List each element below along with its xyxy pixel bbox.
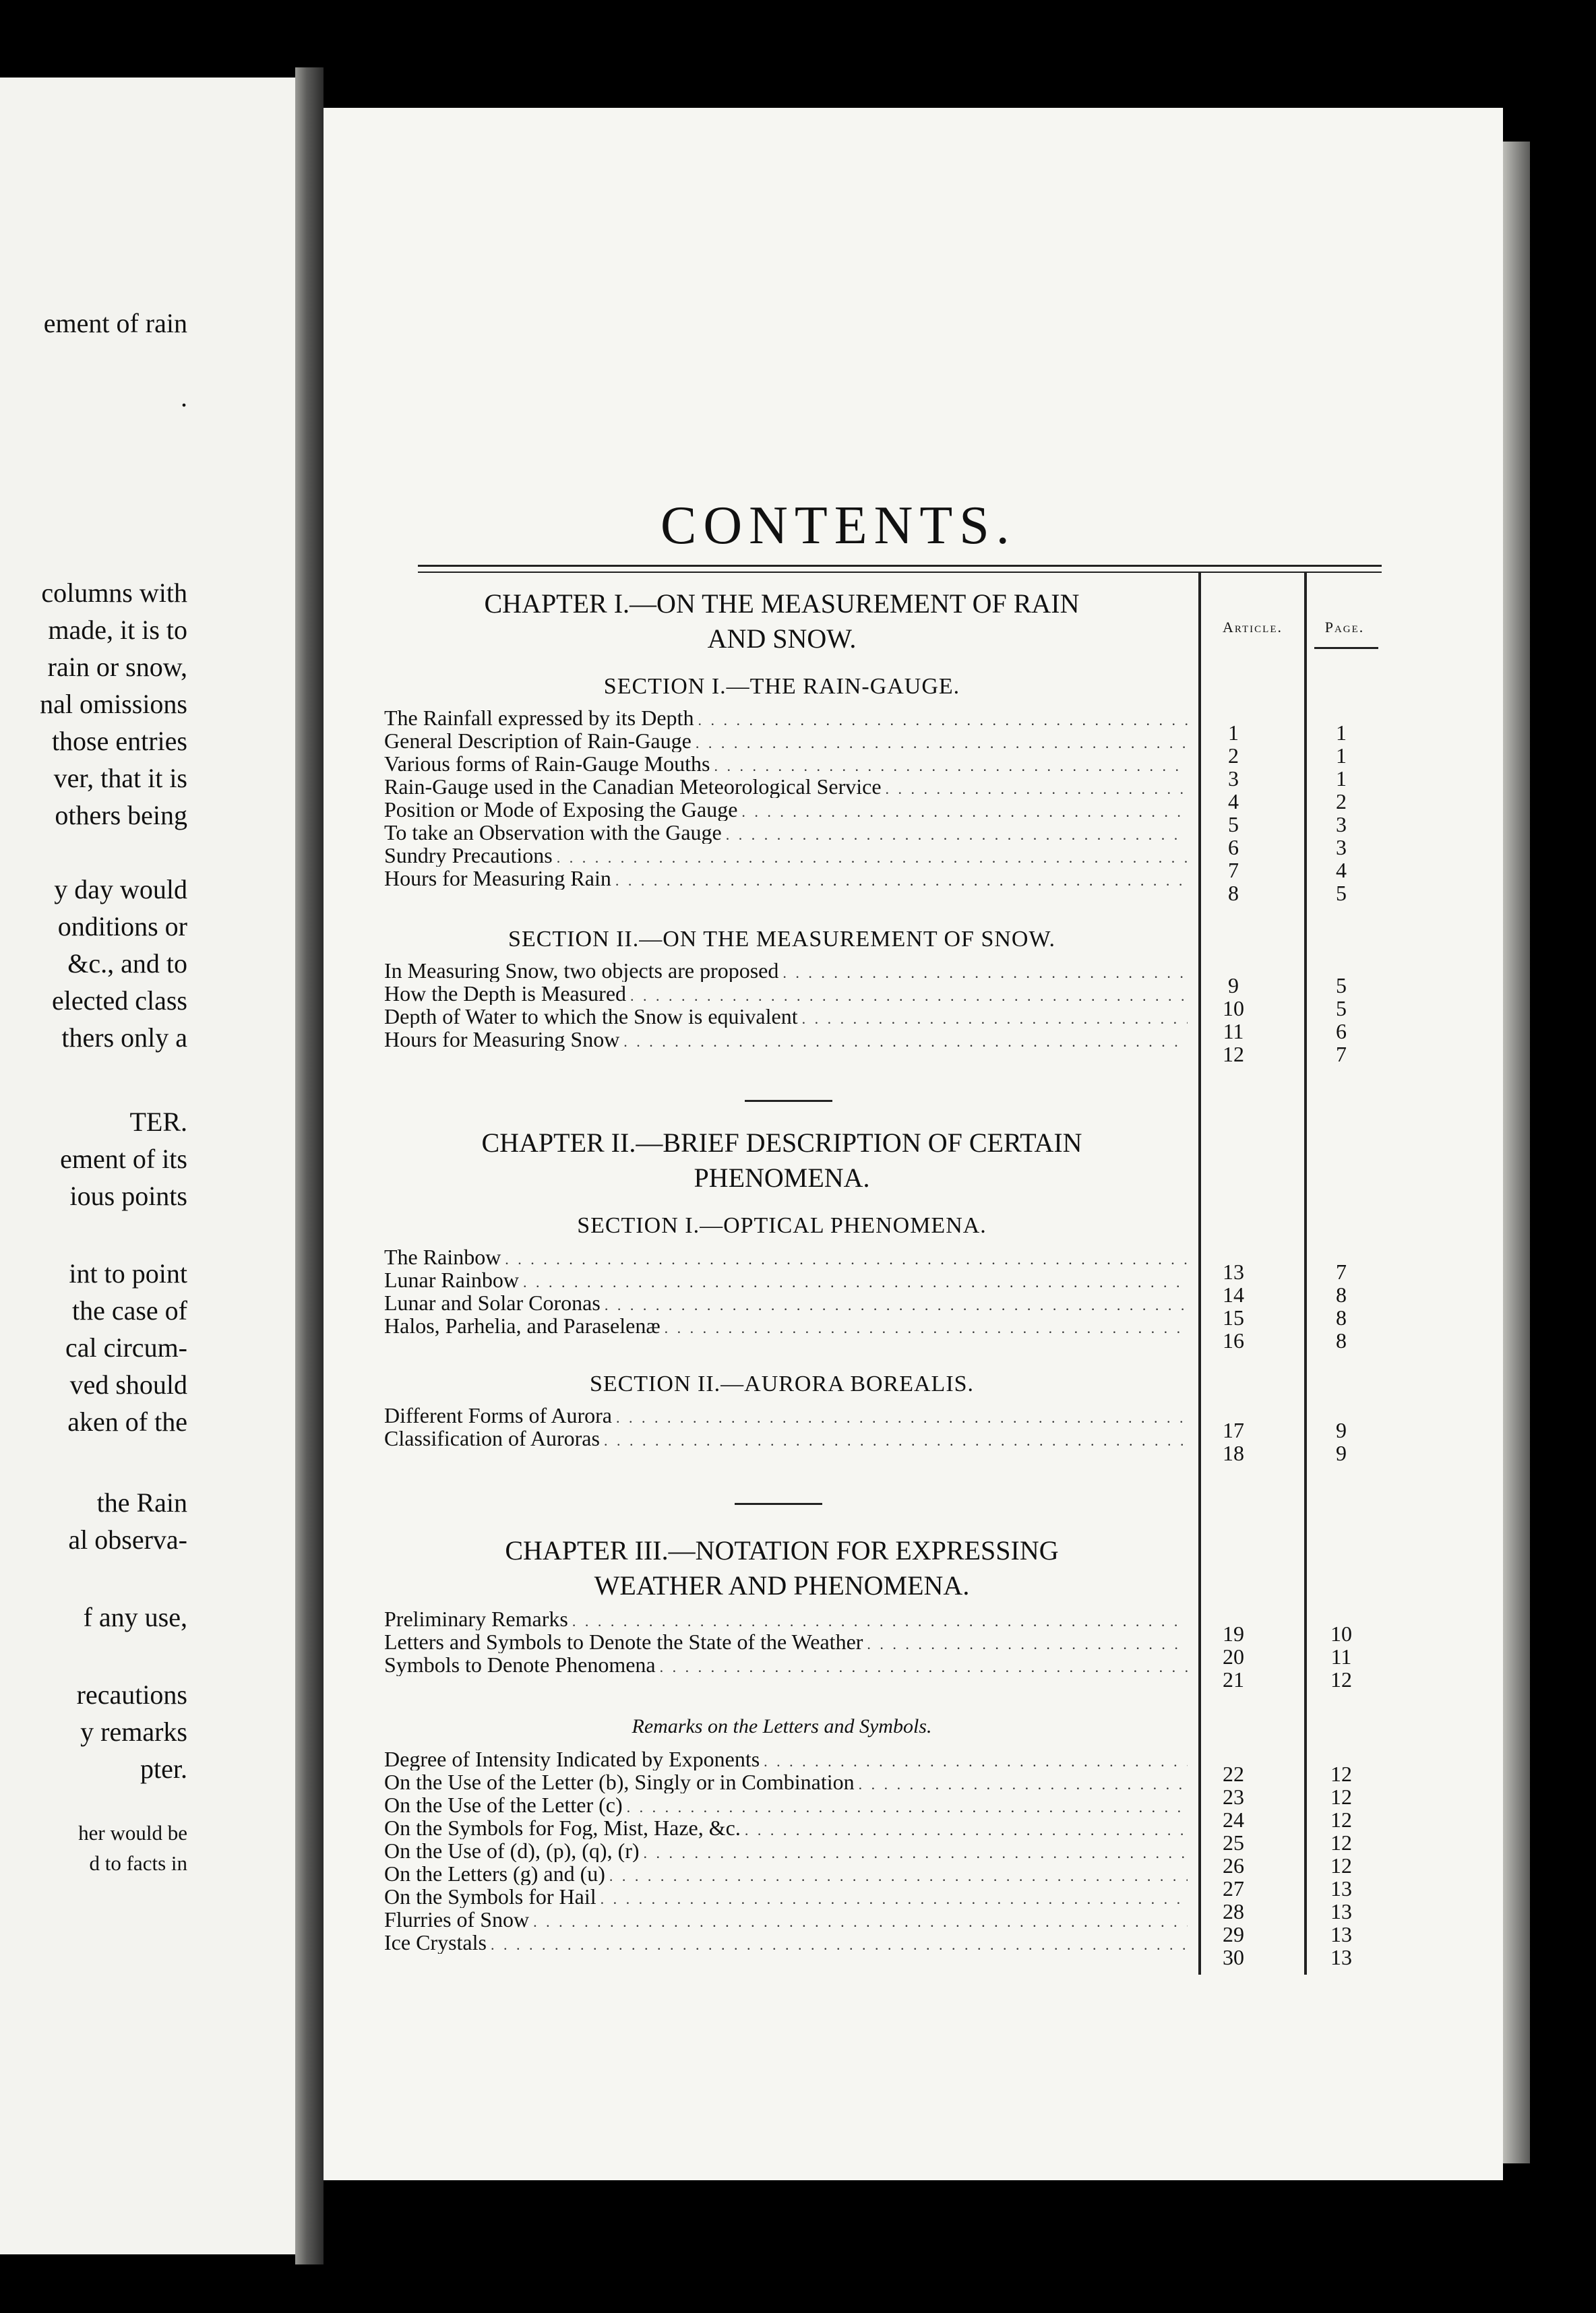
- page-number: 12: [1330, 1808, 1352, 1832]
- left-page-text-line: the case of: [71, 1295, 187, 1326]
- toc-entry-title: Preliminary Remarks: [384, 1607, 568, 1630]
- toc-entry: [384, 982, 1192, 1005]
- page-number: 1: [1336, 766, 1347, 791]
- dot-leader: [764, 1753, 1188, 1770]
- toc-entry: [384, 1931, 1192, 1954]
- chapter-heading: PHENOMENA.: [694, 1163, 870, 1193]
- left-page-text-line: &c., and to: [67, 948, 187, 979]
- article-number: 19: [1223, 1622, 1244, 1646]
- left-page-text-line: f any use,: [83, 1602, 187, 1632]
- toc-entry: [384, 1748, 1192, 1770]
- page-number: 13: [1330, 1876, 1352, 1901]
- toc-entry-title: Letters and Symbols to Denote the State of the Weather: [384, 1630, 863, 1653]
- page-number: 10: [1330, 1622, 1352, 1646]
- page-number: 12: [1330, 1667, 1352, 1692]
- section-heading: SECTION I.—THE RAIN-GAUGE.: [603, 674, 960, 699]
- section-heading: SECTION II.—ON THE MEASUREMENT OF SNOW.: [508, 927, 1055, 952]
- toc-entry: [384, 1839, 1192, 1862]
- left-page-text-line: those entries: [51, 726, 187, 756]
- page-number: 4: [1336, 858, 1347, 882]
- page-number: 8: [1336, 1283, 1347, 1307]
- toc-entry-title: Symbols to Denote Phenomena: [384, 1653, 656, 1676]
- page-number: 12: [1330, 1830, 1352, 1855]
- toc-entry-title: On the Use of the Letter (b), Singly or in Combination: [384, 1770, 855, 1793]
- left-page-text-line: columns with: [41, 578, 187, 608]
- left-page-text-line: y day would: [54, 874, 187, 904]
- page-title: CONTENTS.: [661, 496, 1016, 555]
- page-number: 1: [1336, 743, 1347, 768]
- page-number: 3: [1336, 812, 1347, 836]
- toc-entry-title: The Rainbow: [384, 1245, 501, 1268]
- dot-leader: [523, 1274, 1188, 1291]
- left-page-text-line: cal circum-: [65, 1332, 187, 1363]
- page-column-header: Page.: [1324, 619, 1365, 636]
- page-number: 13: [1330, 1899, 1352, 1923]
- left-page-text-line: others being: [55, 800, 187, 830]
- toc-entry: [384, 775, 1192, 798]
- dot-leader: [698, 712, 1188, 729]
- article-column-header: Article.: [1223, 619, 1283, 636]
- toc-entry-title: How the Depth is Measured: [384, 982, 627, 1005]
- article-number: 6: [1228, 835, 1239, 859]
- article-number: 12: [1223, 1042, 1244, 1066]
- dot-leader: [505, 1251, 1188, 1268]
- left-page-text-line: int to point: [69, 1258, 187, 1289]
- toc-entry: [384, 1793, 1192, 1816]
- section-heading: SECTION II.—AURORA BOREALIS.: [589, 1371, 975, 1396]
- dot-leader: [615, 872, 1188, 890]
- page-number: 5: [1336, 881, 1347, 905]
- page-column-rule: [1304, 573, 1307, 1975]
- page-header-underline: [1314, 647, 1378, 649]
- dot-leader: [616, 1409, 1188, 1427]
- article-number: 25: [1223, 1830, 1244, 1855]
- toc-entry: [384, 844, 1192, 867]
- left-page-footnote-line: her would be: [78, 1821, 187, 1845]
- left-page-text-line: thers only a: [61, 1022, 187, 1053]
- dot-leader: [630, 987, 1188, 1005]
- toc-entry: [384, 729, 1192, 752]
- page-number: 8: [1336, 1305, 1347, 1330]
- toc-entry: [384, 1630, 1192, 1653]
- chapter-heading: WEATHER AND PHENOMENA.: [594, 1570, 970, 1601]
- dot-leader: [601, 1890, 1188, 1908]
- toc-entry-title: Rain-Gauge used in the Canadian Meteorological Service: [384, 775, 882, 798]
- article-number: 7: [1228, 858, 1239, 882]
- page-number: 2: [1336, 789, 1347, 813]
- toc-entry: [384, 798, 1192, 821]
- dot-leader: [867, 1636, 1188, 1653]
- toc-entry: [384, 1607, 1192, 1630]
- article-number: 8: [1228, 881, 1239, 905]
- section-heading: SECTION I.—OPTICAL PHENOMENA.: [577, 1213, 987, 1238]
- dot-leader: [886, 780, 1188, 798]
- article-number: 13: [1223, 1260, 1244, 1284]
- toc-entry-title: On the Symbols for Hail: [384, 1885, 596, 1908]
- page-number: 8: [1336, 1328, 1347, 1353]
- dot-leader: [714, 758, 1188, 775]
- toc-entry: [384, 1005, 1192, 1028]
- article-number: 10: [1223, 996, 1244, 1020]
- page-number: 5: [1336, 996, 1347, 1020]
- toc-entry-title: To take an Observation with the Gauge: [384, 821, 722, 844]
- toc-entry: [384, 959, 1192, 982]
- toc-entry: [384, 1770, 1192, 1793]
- dot-leader: [627, 1799, 1188, 1816]
- left-page-text-line: al observa-: [68, 1524, 187, 1555]
- article-number: 14: [1223, 1283, 1244, 1307]
- left-page-text-line: elected class: [52, 985, 187, 1016]
- article-number: 15: [1223, 1305, 1244, 1330]
- title-rule-top: [418, 565, 1382, 567]
- toc-entry: [384, 706, 1192, 729]
- page-number: 11: [1330, 1644, 1352, 1669]
- toc-entry-title: Classification of Auroras: [384, 1427, 600, 1450]
- page-number: 6: [1336, 1019, 1347, 1043]
- left-page-text-line: ement of rain: [43, 308, 187, 338]
- page-number: 9: [1336, 1441, 1347, 1465]
- article-number: 11: [1223, 1019, 1244, 1043]
- toc-entry-title: Degree of Intensity Indicated by Exponents: [384, 1748, 760, 1770]
- article-number: 24: [1223, 1808, 1244, 1832]
- left-page-footnote-line: d to facts in: [89, 1851, 187, 1875]
- toc-entry-title: Lunar and Solar Coronas: [384, 1291, 601, 1314]
- page-number: 1: [1336, 720, 1347, 745]
- page-number: 12: [1330, 1853, 1352, 1878]
- article-column-rule: [1198, 573, 1201, 1975]
- toc-entry: [384, 752, 1192, 775]
- toc-entry-title: On the Use of the Letter (c): [384, 1793, 623, 1816]
- toc-entry-title: Halos, Parhelia, and Paraselenæ: [384, 1314, 661, 1337]
- article-number: 5: [1228, 812, 1239, 836]
- left-page-text-line: ved should: [69, 1369, 187, 1400]
- dot-leader: [623, 1033, 1188, 1051]
- page-number: 9: [1336, 1418, 1347, 1442]
- left-page-text-line: onditions or: [57, 911, 187, 942]
- toc-entry-title: On the Use of (d), (p), (q), (r): [384, 1839, 640, 1862]
- page-number: 7: [1336, 1260, 1347, 1284]
- dot-leader: [726, 826, 1188, 844]
- chapter-heading: CHAPTER I.—ON THE MEASUREMENT OF RAIN: [484, 588, 1080, 619]
- article-number: 1: [1228, 720, 1239, 745]
- toc-entry-title: Hours for Measuring Snow: [384, 1028, 620, 1051]
- toc-entry-title: Sundry Precautions: [384, 844, 553, 867]
- left-page-text-line: TER.: [129, 1107, 187, 1137]
- dot-leader: [665, 1320, 1188, 1337]
- article-number: 3: [1228, 766, 1239, 791]
- chapter-heading: CHAPTER II.—BRIEF DESCRIPTION OF CERTAIN: [481, 1128, 1082, 1158]
- toc-entry: [384, 1885, 1192, 1908]
- toc-entry: [384, 1427, 1192, 1450]
- page-number: 7: [1336, 1042, 1347, 1066]
- toc-entry: [384, 821, 1192, 844]
- dot-leader: [859, 1776, 1188, 1793]
- page-number: 5: [1336, 973, 1347, 997]
- toc-entry-title: Various forms of Rain-Gauge Mouths: [384, 752, 710, 775]
- article-number: 22: [1223, 1762, 1244, 1786]
- toc-entry-title: Flurries of Snow: [384, 1908, 530, 1931]
- toc-entry-title: General Description of Rain-Gauge: [384, 729, 692, 752]
- toc-entry-title: Hours for Measuring Rain: [384, 867, 611, 890]
- left-page-text-line: nal omissions: [40, 689, 187, 719]
- left-page-text-line: made, it is to: [48, 615, 187, 645]
- toc-entry-title: On the Symbols for Fog, Mist, Haze, &c.: [384, 1816, 741, 1839]
- subsection-heading: Remarks on the Letters and Symbols.: [632, 1715, 932, 1737]
- page-number: 13: [1330, 1922, 1352, 1946]
- toc-entry: [384, 1028, 1192, 1051]
- left-facing-page: [0, 78, 295, 2254]
- left-page-text-line: rain or snow,: [47, 652, 187, 682]
- article-number: 28: [1223, 1899, 1244, 1923]
- toc-entry-title: Ice Crystals: [384, 1931, 487, 1954]
- dot-leader: [609, 1868, 1188, 1885]
- chapter-heading: CHAPTER III.—NOTATION FOR EXPRESSING: [505, 1535, 1059, 1566]
- toc-entry: [384, 1816, 1192, 1839]
- toc-entry: [384, 1404, 1192, 1427]
- page-edge-shadow: [1503, 142, 1530, 2163]
- left-page-text-line: ver, that it is: [53, 763, 187, 793]
- article-number: 9: [1228, 973, 1239, 997]
- toc-entry: [384, 1653, 1192, 1676]
- toc-entry: [384, 1268, 1192, 1291]
- toc-entry: [384, 1908, 1192, 1931]
- left-page-text-line: pter.: [140, 1754, 187, 1784]
- dot-leader: [644, 1845, 1188, 1862]
- left-page-text-line: aken of the: [67, 1407, 187, 1437]
- chapter-divider: [745, 1100, 832, 1102]
- article-number: 2: [1228, 743, 1239, 768]
- toc-entry: [384, 1291, 1192, 1314]
- article-number: 16: [1223, 1328, 1244, 1353]
- left-page-text-line: .: [181, 382, 187, 412]
- dot-leader: [745, 1822, 1188, 1839]
- page-number: 12: [1330, 1762, 1352, 1786]
- dot-leader: [782, 964, 1188, 982]
- toc-entry: [384, 867, 1192, 890]
- dot-leader: [802, 1010, 1188, 1028]
- toc-entry-title: Different Forms of Aurora: [384, 1404, 612, 1427]
- toc-entry: [384, 1314, 1192, 1337]
- page-number: 3: [1336, 835, 1347, 859]
- dot-leader: [660, 1659, 1188, 1676]
- book-gutter: [295, 67, 324, 2264]
- dot-leader: [696, 735, 1188, 752]
- left-page-text-line: ious points: [69, 1181, 187, 1211]
- toc-entry-title: On the Letters (g) and (u): [384, 1862, 605, 1885]
- toc-entry-title: Lunar Rainbow: [384, 1268, 519, 1291]
- left-page-text-line: the Rain: [96, 1487, 187, 1518]
- toc-entry-title: The Rainfall expressed by its Depth: [384, 706, 694, 729]
- article-number: 29: [1223, 1922, 1244, 1946]
- toc-entry-title: Position or Mode of Exposing the Gauge: [384, 798, 738, 821]
- toc-entry-title: Depth of Water to which the Snow is equivalent: [384, 1005, 798, 1028]
- dot-leader: [557, 849, 1188, 867]
- dot-leader: [533, 1913, 1188, 1931]
- toc-entry: [384, 1245, 1192, 1268]
- article-number: 23: [1223, 1785, 1244, 1809]
- article-number: 30: [1223, 1945, 1244, 1969]
- article-number: 17: [1223, 1418, 1244, 1442]
- article-number: 4: [1228, 789, 1239, 813]
- dot-leader: [604, 1432, 1188, 1450]
- dot-leader: [572, 1613, 1188, 1630]
- toc-entry-title: In Measuring Snow, two objects are proposed: [384, 959, 779, 982]
- left-page-text-line: ement of its: [60, 1144, 187, 1174]
- chapter-divider: [735, 1503, 822, 1505]
- toc-entry: [384, 1862, 1192, 1885]
- article-number: 21: [1223, 1667, 1244, 1692]
- left-page-text-line: y remarks: [80, 1717, 187, 1747]
- page-number: 12: [1330, 1785, 1352, 1809]
- article-number: 18: [1223, 1441, 1244, 1465]
- left-page-text-line: recautions: [76, 1679, 187, 1710]
- chapter-heading: AND SNOW.: [707, 623, 857, 654]
- page-number: 13: [1330, 1945, 1352, 1969]
- dot-leader: [741, 803, 1188, 821]
- article-number: 26: [1223, 1853, 1244, 1878]
- title-rule-bottom: [418, 572, 1382, 573]
- article-number: 20: [1223, 1644, 1244, 1669]
- article-number: 27: [1223, 1876, 1244, 1901]
- dot-leader: [491, 1936, 1188, 1954]
- dot-leader: [605, 1297, 1188, 1314]
